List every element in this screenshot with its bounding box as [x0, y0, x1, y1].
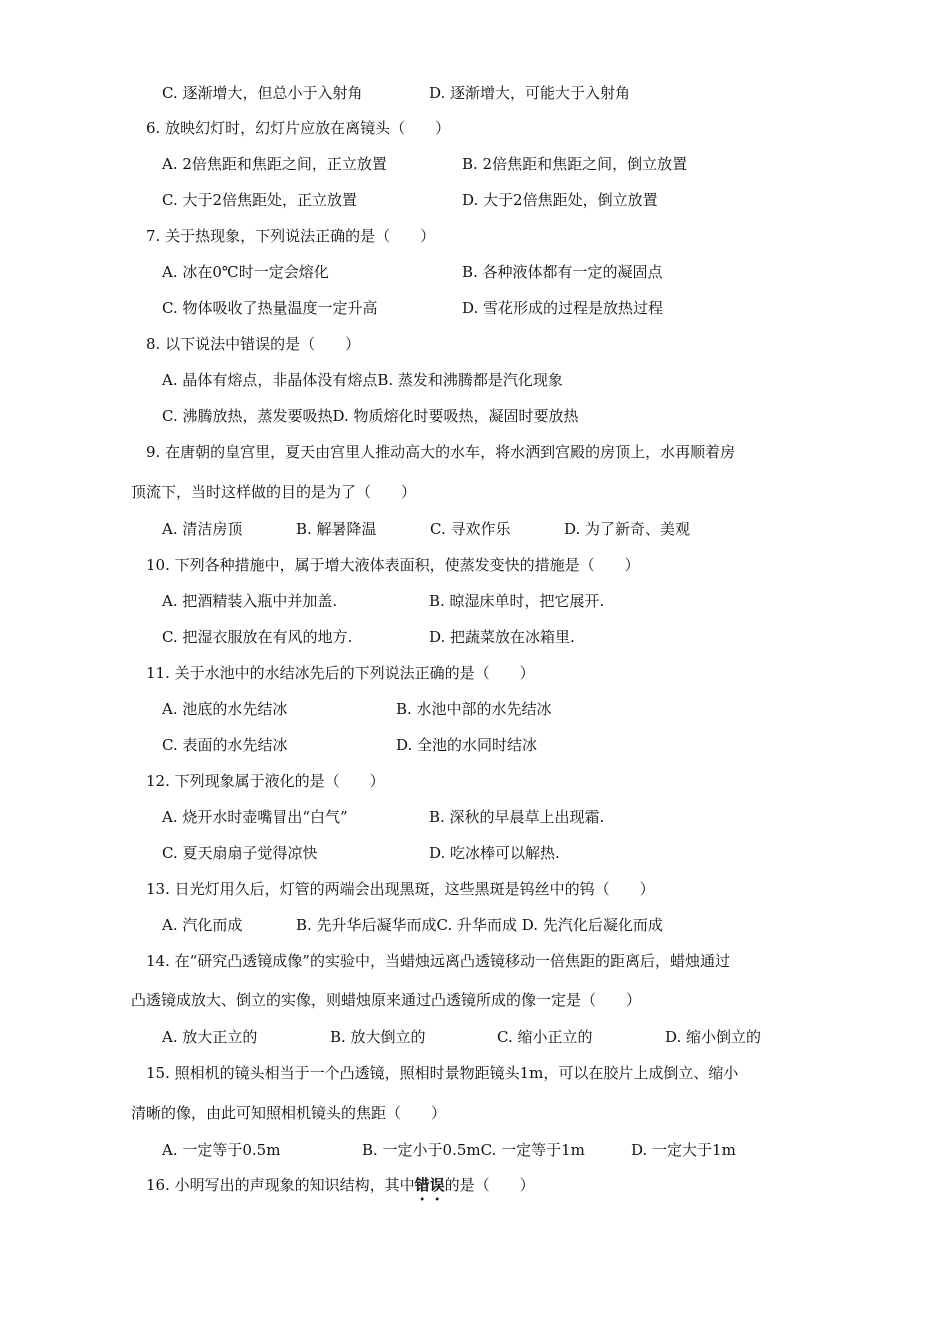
q14-option-c: C. 缩小正立的 — [497, 1028, 593, 1046]
q6-option-c: C. 大于2倍焦距处，正立放置 — [162, 191, 358, 209]
question-15-continued: 清晰的像，由此可知照相机镜头的焦距（ ） — [131, 1104, 447, 1122]
q14-option-d: D. 缩小倒立的 — [665, 1028, 762, 1046]
question-14-continued: 凸透镜成放大、倒立的实像，则蜡烛原来通过凸透镜所成的像一定是（ ） — [131, 991, 642, 1009]
q12-option-b: B. 深秋的早晨草上出现霜. — [429, 808, 605, 826]
question-12: 12. 下列现象属于液化的是（ ） — [146, 772, 385, 790]
question-14: 14. 在“研究凸透镜成像”的实验中，当蜡烛远离凸透镜移动一倍焦距的距离后，蜡烛通过 — [146, 952, 730, 970]
question-9: 9. 在唐朝的皇宫里，夏天由宫里人推动高大的水车，将水洒到宫殿的房顶上，水再顺着房 — [146, 443, 736, 461]
q11-option-d: D. 全池的水同时结冰 — [396, 736, 538, 754]
q6-option-d: D. 大于2倍焦距处，倒立放置 — [462, 191, 658, 209]
q8-option-cd: C. 沸腾放热，蒸发要吸热D. 物质熔化时要吸热，凝固时要放热 — [162, 407, 579, 425]
q7-option-d: D. 雪花形成的过程是放热过程 — [462, 299, 664, 317]
question-16-suffix: 的是（ ） — [444, 1176, 535, 1194]
question-16-emphasis: 错误 — [414, 1176, 445, 1194]
q10-option-b: B. 晾湿床单时，把它展开. — [429, 592, 605, 610]
q15-option-a: A. 一定等于0.5m — [162, 1141, 281, 1159]
q9-option-a: A. 清洁房顶 — [162, 520, 243, 538]
question-9-continued: 顶流下，当时这样做的目的是为了（ ） — [131, 483, 417, 501]
q14-option-a: A. 放大正立的 — [162, 1028, 258, 1046]
question-16-prefix: 16. 小明写出的声现象的知识结构，其中 — [146, 1176, 415, 1194]
question-13: 13. 日光灯用久后，灯管的两端会出现黑斑，这些黑斑是钨丝中的钨（ ） — [146, 880, 655, 898]
question-7: 7. 关于热现象，下列说法正确的是（ ） — [146, 227, 436, 245]
question-11: 11. 关于水池中的水结冰先后的下列说法正确的是（ ） — [146, 664, 535, 682]
q12-option-a: A. 烧开水时壶嘴冒出“白气” — [162, 808, 348, 826]
q14-option-b: B. 放大倒立的 — [330, 1028, 426, 1046]
q7-option-c: C. 物体吸收了热量温度一定升高 — [162, 299, 378, 317]
q6-option-b: B. 2倍焦距和焦距之间，倒立放置 — [462, 155, 688, 173]
q11-option-b: B. 水池中部的水先结冰 — [396, 700, 552, 718]
q13-option-bcd: B. 先升华后凝华而成C. 升华而成 D. 先汽化后凝化而成 — [296, 916, 663, 934]
q7-option-a: A. 冰在0℃时一定会熔化 — [162, 263, 329, 281]
q9-option-c: C. 寻欢作乐 — [430, 520, 511, 538]
question-15: 15. 照相机的镜头相当于一个凸透镜，照相时景物距镜头1m，可以在胶片上成倒立、缩小 — [146, 1064, 739, 1082]
q5-option-c: C. 逐渐增大，但总小于入射角 — [162, 84, 363, 102]
q9-option-d: D. 为了新奇、美观 — [564, 520, 691, 538]
q7-option-b: B. 各种液体都有一定的凝固点 — [462, 263, 663, 281]
q11-option-c: C. 表面的水先结冰 — [162, 736, 288, 754]
question-8: 8. 以下说法中错误的是（ ） — [146, 335, 361, 353]
q15-option-d: D. 一定大于1m — [631, 1141, 736, 1159]
question-10: 10. 下列各种措施中，属于增大液体表面积，使蒸发变快的措施是（ ） — [146, 556, 640, 574]
q5-option-d: D. 逐渐增大，可能大于入射角 — [429, 84, 631, 102]
q15-option-bc: B. 一定小于0.5mC. 一定等于1m — [362, 1141, 585, 1159]
q8-option-ab: A. 晶体有熔点，非晶体没有熔点B. 蒸发和沸腾都是汽化现象 — [162, 371, 563, 389]
q13-option-a: A. 汽化而成 — [162, 916, 243, 934]
q12-option-c: C. 夏天扇扇子觉得凉快 — [162, 844, 318, 862]
q10-option-d: D. 把蔬菜放在冰箱里. — [429, 628, 575, 646]
q6-option-a: A. 2倍焦距和焦距之间，正立放置 — [162, 155, 387, 173]
q10-option-a: A. 把酒精装入瓶中并加盖. — [162, 592, 338, 610]
q9-option-b: B. 解暑降温 — [296, 520, 377, 538]
question-6: 6. 放映幻灯时，幻灯片应放在离镜头（ ） — [146, 119, 451, 137]
question-16 — [146, 1175, 535, 1204]
q12-option-d: D. 吃冰棒可以解热. — [429, 844, 560, 862]
q8-options-ab — [162, 370, 563, 390]
q11-option-a: A. 池底的水先结冰 — [162, 700, 288, 718]
q10-option-c: C. 把湿衣服放在有风的地方. — [162, 628, 353, 646]
q8-options-cd — [162, 406, 579, 426]
